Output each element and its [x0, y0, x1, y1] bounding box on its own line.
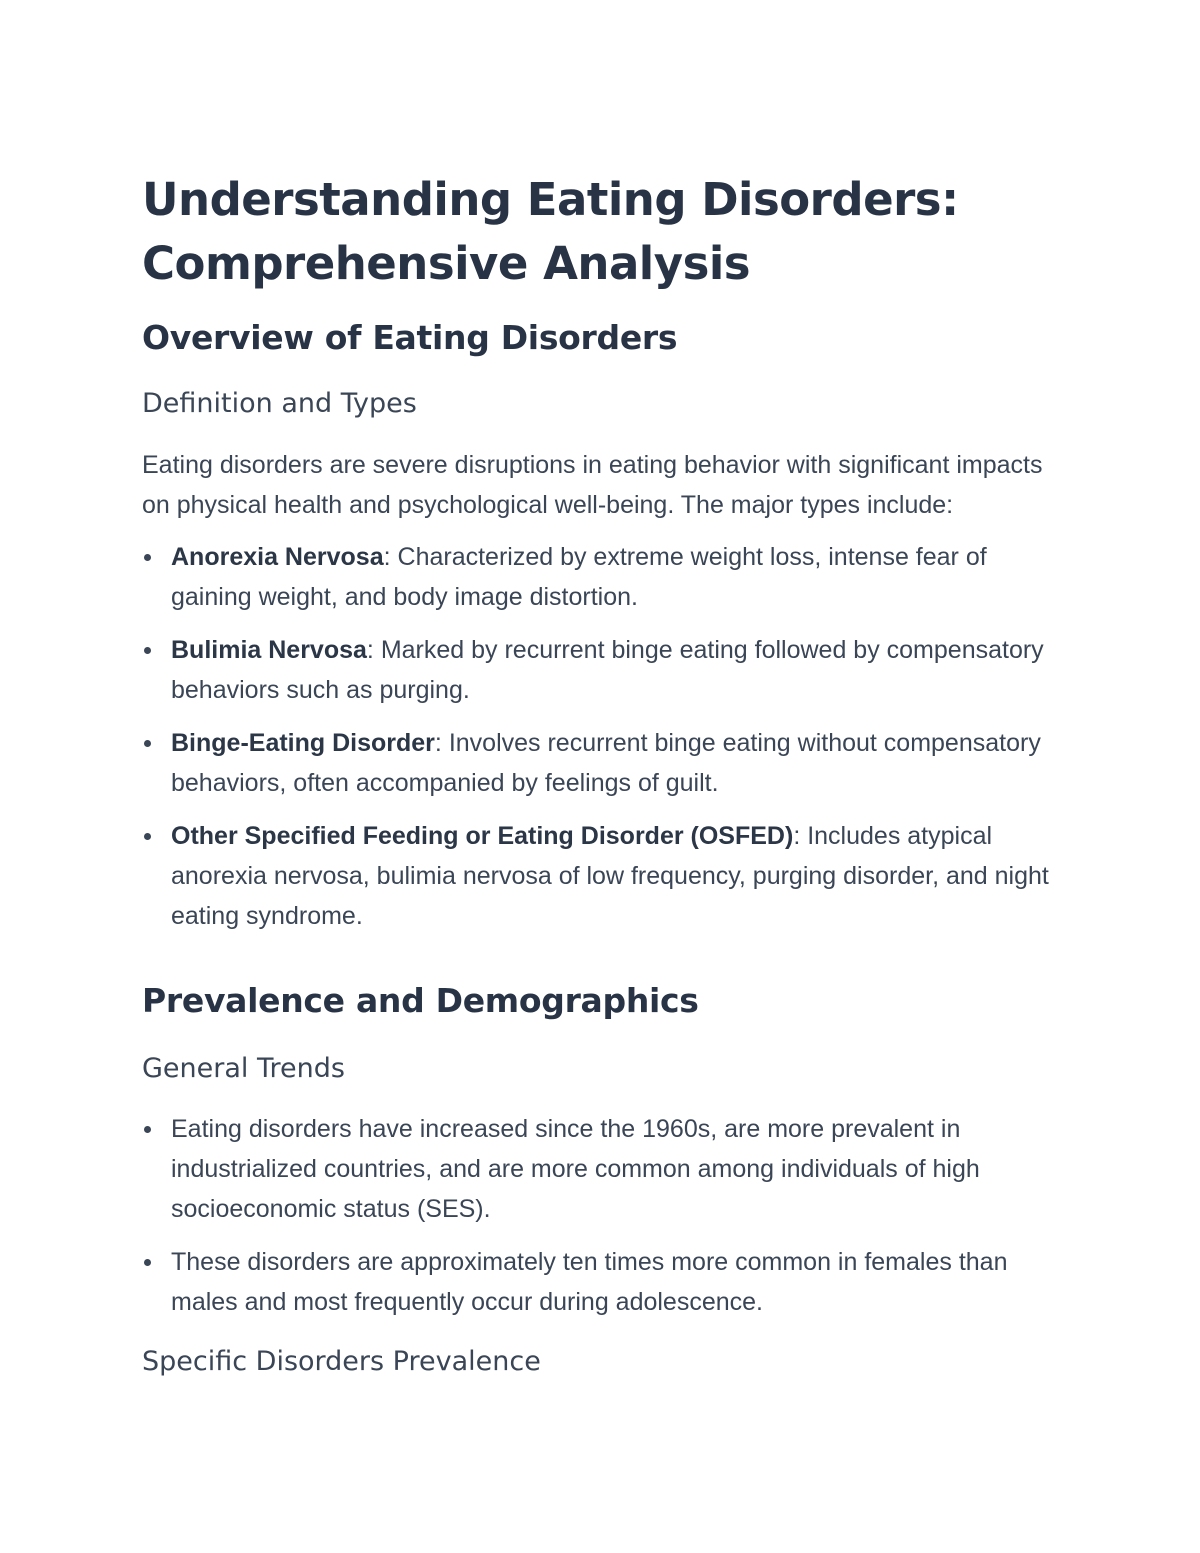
- desc-osfed: Includes atypical anorexia nervosa, bulimia nervosa of low frequency, purging disorder, and night eating syndrome.: [171, 822, 1049, 930]
- list-item-anorexia: [142, 537, 1062, 617]
- term-separator: :: [793, 822, 801, 850]
- term-osfed: Other Specified Feeding or Eating Disorder (OSFED): [171, 822, 794, 850]
- title-line-1: Understanding Eating Disorders:: [142, 173, 959, 226]
- section-heading-overview: Overview of Eating Disorders: [142, 318, 678, 357]
- bullet-icon: [144, 833, 151, 840]
- document-page: [142, 168, 1062, 1380]
- term-separator: :: [366, 636, 374, 664]
- list-item-osfed: [142, 816, 1062, 936]
- bullet-icon: [144, 647, 151, 654]
- title-line-2: Comprehensive Analysis: [142, 237, 751, 290]
- subheading-specific-prevalence: Specific Disorders Prevalence: [142, 1346, 541, 1377]
- desc-bulimia: Marked by recurrent binge eating followed by compensatory behaviors such as purging.: [171, 636, 1044, 704]
- section-heading-prevalence: Prevalence and Demographics: [142, 981, 699, 1020]
- intro-paragraph: Eating disorders are severe disruptions in eating behavior with significant impacts on physical health and psychological well-being. The major types include:: [142, 451, 1043, 519]
- desc-binge-eating: Involves recurrent binge eating without compensatory behaviors, often accompanied by feelings of guilt.: [171, 729, 1041, 797]
- term-bulimia: Bulimia Nervosa: [171, 636, 367, 664]
- desc-anorexia: Characterized by extreme weight loss, intense fear of gaining weight, and body image distortion.: [171, 543, 987, 611]
- list-item-trend-1: [142, 1109, 1062, 1229]
- general-trends-list: [142, 1109, 1062, 1322]
- term-separator: :: [434, 729, 442, 757]
- subheading-general-trends: General Trends: [142, 1053, 345, 1084]
- subheading-definition-types: Definition and Types: [142, 388, 417, 419]
- bullet-icon: [144, 554, 151, 561]
- trend-text-2: These disorders are approximately ten times more common in females than males and most frequently occur during adolescence.: [171, 1248, 1008, 1316]
- bullet-icon: [144, 740, 151, 747]
- bullet-icon: [144, 1126, 151, 1133]
- trend-text-1: Eating disorders have increased since the 1960s, are more prevalent in industrialized countries, and are more common among individuals of high socioeconomic status (SES).: [171, 1115, 980, 1223]
- document-title: [142, 168, 1062, 296]
- list-item-trend-2: [142, 1242, 1062, 1322]
- term-separator: :: [383, 543, 391, 571]
- list-item-bulimia: [142, 630, 1062, 710]
- term-binge-eating: Binge-Eating Disorder: [171, 729, 435, 757]
- bullet-icon: [144, 1259, 151, 1266]
- list-item-binge-eating: [142, 723, 1062, 803]
- disorder-types-list: [142, 537, 1062, 936]
- term-anorexia: Anorexia Nervosa: [171, 543, 384, 571]
